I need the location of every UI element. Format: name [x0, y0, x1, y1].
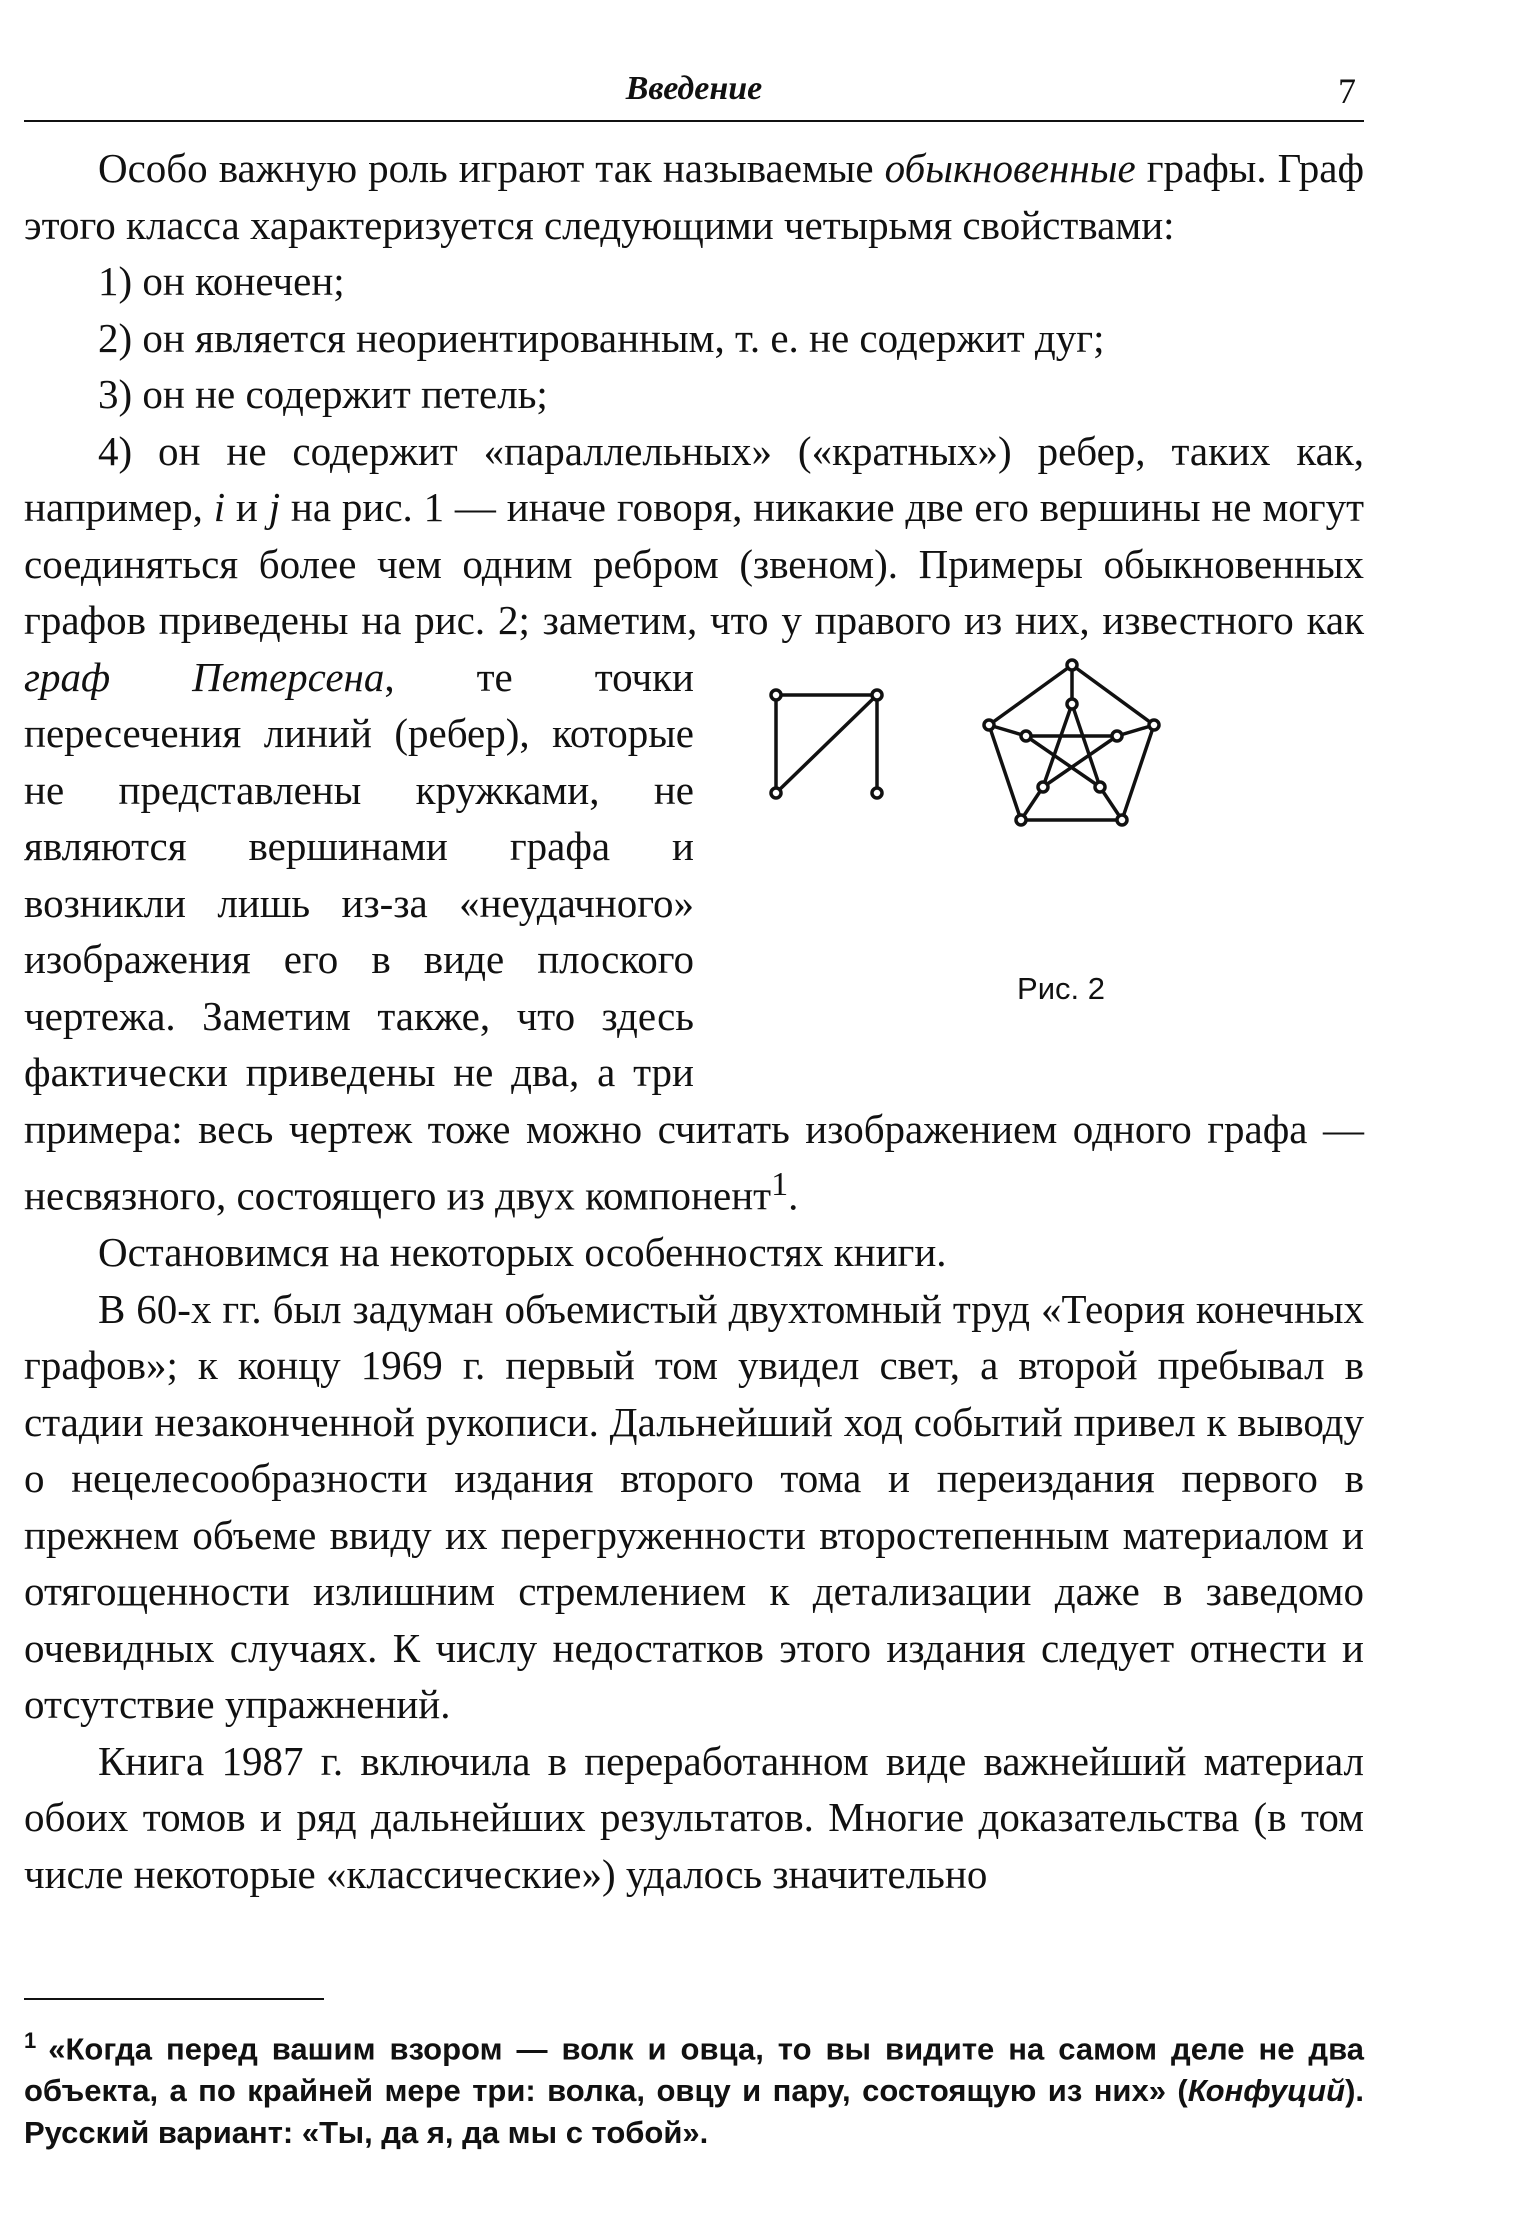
list-item: 2) он является неориентированным, т. е. не содержит дуг;: [98, 314, 1105, 361]
body-text: [24, 140, 1364, 1902]
graph-vertex: [1016, 815, 1026, 825]
property-4-paragraph: 4) он не содержит «параллельных» («кратных») ребер, таких как, например, i и j на рис. 1 — иначе говоря, никакие две его вершины не могут соединяться более чем одним ребром (звеном). Примеры обыкновенных графов приведены на рис. 2; заметим, что у правого из них, известного как Рис. 2 граф Петерсена, те точки пересечения линий (ребер), которые не представлены кружками, не являются вершинами графа и возникли лишь из-за «неудачного» изображения его в виде плоского чертежа. Заметим также, что здесь фактически приведены не два, а три примера: весь чертеж тоже можно считать изображением одного графа — несвязного, состоящего из двух компонент$^1$.: [24, 427, 1364, 1219]
graph-vertex: [984, 720, 994, 730]
figure-2: [724, 655, 1364, 1047]
footnote: $^1$ «Когда перед вашим взором — волк и овца, то вы видите на самом деле не два объекта, а по крайней мере три: волка, овцу и пару, состоящую из них» (Конфуций). Русский вариант: «Ты, да я, да мы с тобой».: [24, 2028, 1364, 2151]
list-item: 1) он конечен;: [98, 258, 345, 304]
graph-vertex: [1038, 782, 1048, 792]
page-number: 7: [1338, 71, 1356, 111]
term-ordinary: обыкновенные: [884, 145, 1136, 191]
paragraph: Остановимся на некоторых особенностях книги.: [98, 1229, 947, 1276]
graph-vertex: [771, 788, 781, 798]
petersen-graph: [984, 660, 1159, 825]
footnote-mark: 1: [24, 2028, 37, 2053]
graph-vertex: [872, 788, 882, 798]
graph-vertex: [1021, 731, 1031, 741]
running-header: [24, 60, 1364, 122]
running-title: Введение: [625, 70, 763, 107]
graph-vertex: [1095, 782, 1105, 792]
graph-vertex: [1149, 720, 1159, 730]
figure-2-drawing: [724, 655, 1364, 955]
paragraph: В 60-х гг. был задуман объемистый двухтомный труд «Теория конечных графов»; к концу 1969 г. первый том увидел свет, а второй пребывал в стадии незаконченной рукописи. Дальнейший ход событий привел к выводу о нецелесообразности издания второго тома и переиздания первого в прежнем объеме ввиду их перегруженности второстепенным материалом и отягощенности излишним стремлением к детализации даже в заведомо очевидных случаях. К числу недостатков этого издания следует отнести и отсутствие упражнений.: [24, 1285, 1364, 1728]
property-list: [24, 253, 1364, 423]
paragraph: Книга 1987 г. включила в переработанном виде важнейший материал обоих томов и ряд дальнейших результатов. Многие доказательства (в том числе некоторые «классические») удалось значительно: [24, 1737, 1364, 1897]
figure-caption: Рис. 2: [1017, 970, 1105, 1006]
graph-vertex: [1067, 660, 1077, 670]
graph-vertex: [872, 690, 882, 700]
graph-vertex: [1117, 815, 1127, 825]
list-item: 3) он не содержит петель;: [98, 371, 548, 417]
graph-vertex: [771, 690, 781, 700]
simple-graph: [771, 690, 882, 798]
term-petersen-graph: граф Петерсена: [24, 653, 385, 700]
footnote-author: Конфуций: [1187, 2073, 1346, 2109]
graph-vertex: [1067, 699, 1077, 709]
graph-vertex: [1112, 731, 1122, 741]
intro-paragraph: Особо важную роль играют так называемые обыкновенные графы. Граф этого класса характеризуется следующими четырьмя свойствами:: [24, 145, 1365, 248]
footnote-reference[interactable]: 1: [771, 1166, 789, 1203]
footnote-rule: [24, 1998, 324, 2000]
